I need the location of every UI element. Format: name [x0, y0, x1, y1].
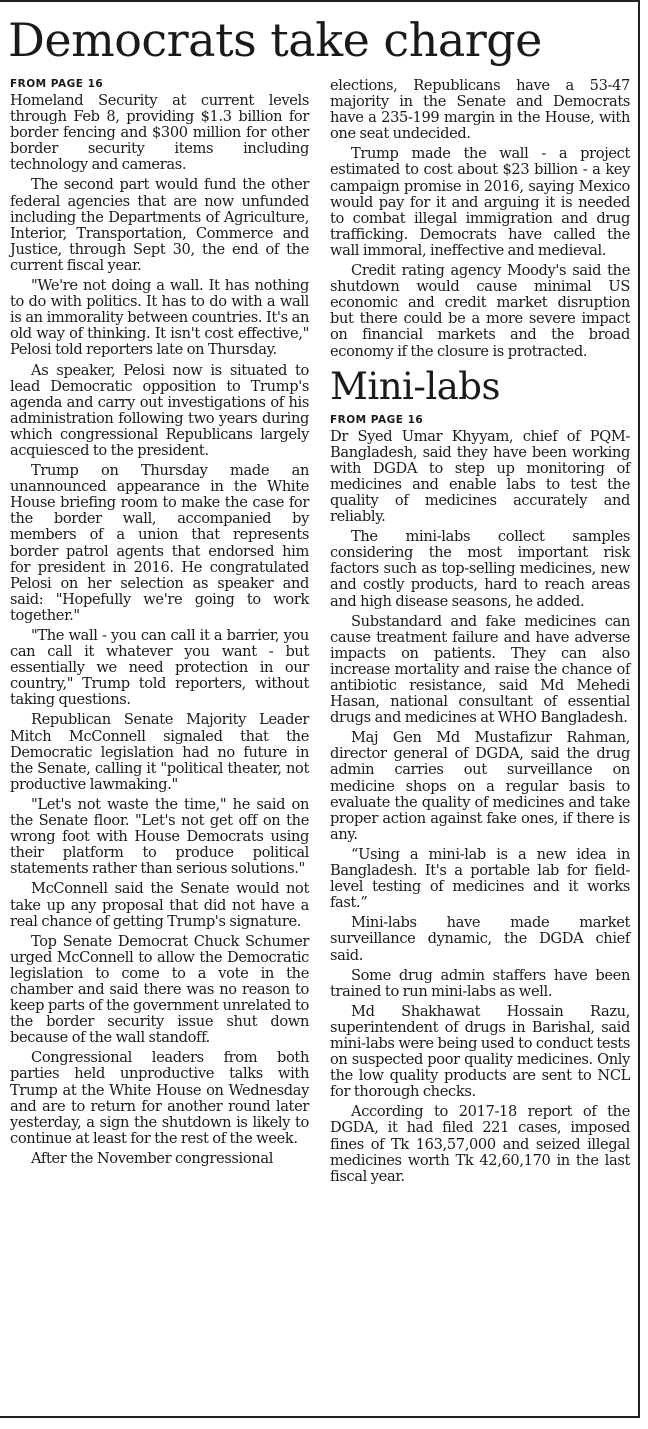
- article1-paragraph: The second part would fund the other federal agencies that are now unfunded including the Departments of Agriculture, Interior, Transportation, Commerce and Justice, through Sept 30, the end of the current fiscal year.: [10, 176, 309, 274]
- left-column: [10, 76, 309, 1167]
- article2-paragraph: “Using a mini-lab is a new idea in Bangladesh. It's a portable lab for field-level testing of medicines and it works fast.”: [330, 845, 630, 912]
- article2-paragraph: Maj Gen Md Mustafizur Rahman, director general of DGDA, said the drug admin carries out surveillance on medicine shops on a regular basis to evaluate the quality of medicines and take proper action against fake ones, if there is any.: [330, 729, 630, 843]
- article1-paragraph: "The wall - you can call it a barrier, you can call it whatever you want - but essentially we need protection in our country," Trump told reporters, without taking questions.: [10, 627, 309, 709]
- article2-paragraph: According to 2017-18 report of the DGDA, it had filed 221 cases, imposed fines of Tk 163,57,000 and seized illegal medicines worth Tk 42,60,170 in the last fiscal year.: [330, 1103, 630, 1185]
- article1-paragraph: Credit rating agency Moody's said the shutdown would cause minimal US economic and credit market disruption but there could be a more severe impact on financial markets and the broad economy if the closure is protracted.: [330, 262, 630, 360]
- article2-paragraph: Mini-labs have made market surveillance dynamic, the DGDA chief said.: [330, 914, 630, 964]
- article1-paragraph: Homeland Security at current levels through Feb 8, providing $1.3 billion for border fencing and $300 million for other border security items including technology and cameras.: [10, 92, 309, 174]
- article1-paragraph: Trump on Thursday made an unannounced appearance in the White House briefing room to make the case for the border wall, accompanied by members of a union that represents border patrol agents that endorsed him for president in 2016. He congratulated Pelosi on her selection as speaker and said: "Hopefully we're going to work together.": [10, 462, 309, 624]
- article1-paragraph: McConnell said the Senate would not take up any proposal that did not have a real chance of getting Trump's signature.: [10, 880, 309, 930]
- right-column: [330, 78, 630, 1185]
- article1-paragraph: "Let's not waste the time," he said on the Senate floor. "Let's not get off on the wrong foot with House Democrats using their platform to produce political statements rather than serious solutions.": [10, 795, 309, 878]
- article1-kicker: FROM PAGE 16: [10, 78, 104, 90]
- article2-paragraph: Dr Syed Umar Khyyam, chief of PQM-Bangladesh, said they have been working with DGDA to step up monitoring of medicines and enable labs to test the quality of medicines accurately and reliably.: [330, 427, 630, 526]
- article2-paragraph: Substandard and fake medicines can cause treatment failure and have adverse impacts on patients. They can also increase mortality and raise the chance of antibiotic resistance, said Md Mehedi Hasan, national consultant of essential drugs and medicines at WHO Bangladesh.: [330, 612, 630, 727]
- article1-paragraph: elections, Republicans have a 53-47 majority in the Senate and Democrats have a 235-199 margin in the House, with one seat undecided.: [330, 77, 630, 143]
- article1-headline: Democrats take charge: [8, 13, 542, 67]
- article1-paragraph: After the November congressional: [31, 1149, 274, 1167]
- article1-paragraph: Republican Senate Majority Leader Mitch McConnell signaled that the Democratic legislation had no future in the Senate, calling it "political theater, not productive lawmaking.": [10, 711, 309, 793]
- article2-paragraph: The mini-labs collect samples considering the most important risk factors such as top-selling medicines, new and costly products, hard to reach areas and high disease seasons, he added.: [330, 528, 630, 610]
- article2-headline: Mini-labs: [330, 364, 500, 408]
- top-rule: [0, 0, 640, 2]
- article2-paragraph: Some drug admin staffers have been trained to run mini-labs as well.: [330, 966, 630, 1000]
- article2-paragraph: Md Shakhawat Hossain Razu, superintendent of drugs in Barishal, said mini-labs were being used to conduct tests on suspected poor quality medicines. Only the low quality products are sent to NCL for thorough checks.: [330, 1002, 630, 1101]
- article1-paragraph: Congressional leaders from both parties held unproductive talks with Trump at the White House on Wednesday and are to return for another round later yesterday, a sign the shutdown is likely to continue at least for the rest of the week.: [10, 1049, 309, 1147]
- article1-paragraph: As speaker, Pelosi now is situated to lead Democratic opposition to Trump's agenda and carry out investigations of his administration following two years during which congressional Republicans largely acquiesced to the president.: [10, 361, 309, 459]
- article1-paragraph: Trump made the wall - a project estimated to cost about $23 billion - a key campaign promise in 2016, saying Mexico would pay for it and arguing it is needed to combat illegal immigration and drug trafficking. Democrats have called the wall immoral, ineffective and medieval.: [330, 145, 630, 259]
- article2-kicker: FROM PAGE 16: [330, 413, 424, 426]
- article1-paragraph: Top Senate Democrat Chuck Schumer urged McConnell to allow the Democratic legislation to come to a vote in the chamber and said there was no reason to keep parts of the government unrelated to the border security issue shut down because of the wall standoff.: [10, 932, 309, 1047]
- article1-paragraph: "We're not doing a wall. It has nothing to do with politics. It has to do with a wall is an immorality between countries. It's an old way of thinking. It isn't cost effective," Pelosi told reporters late on Thursday.: [10, 277, 309, 359]
